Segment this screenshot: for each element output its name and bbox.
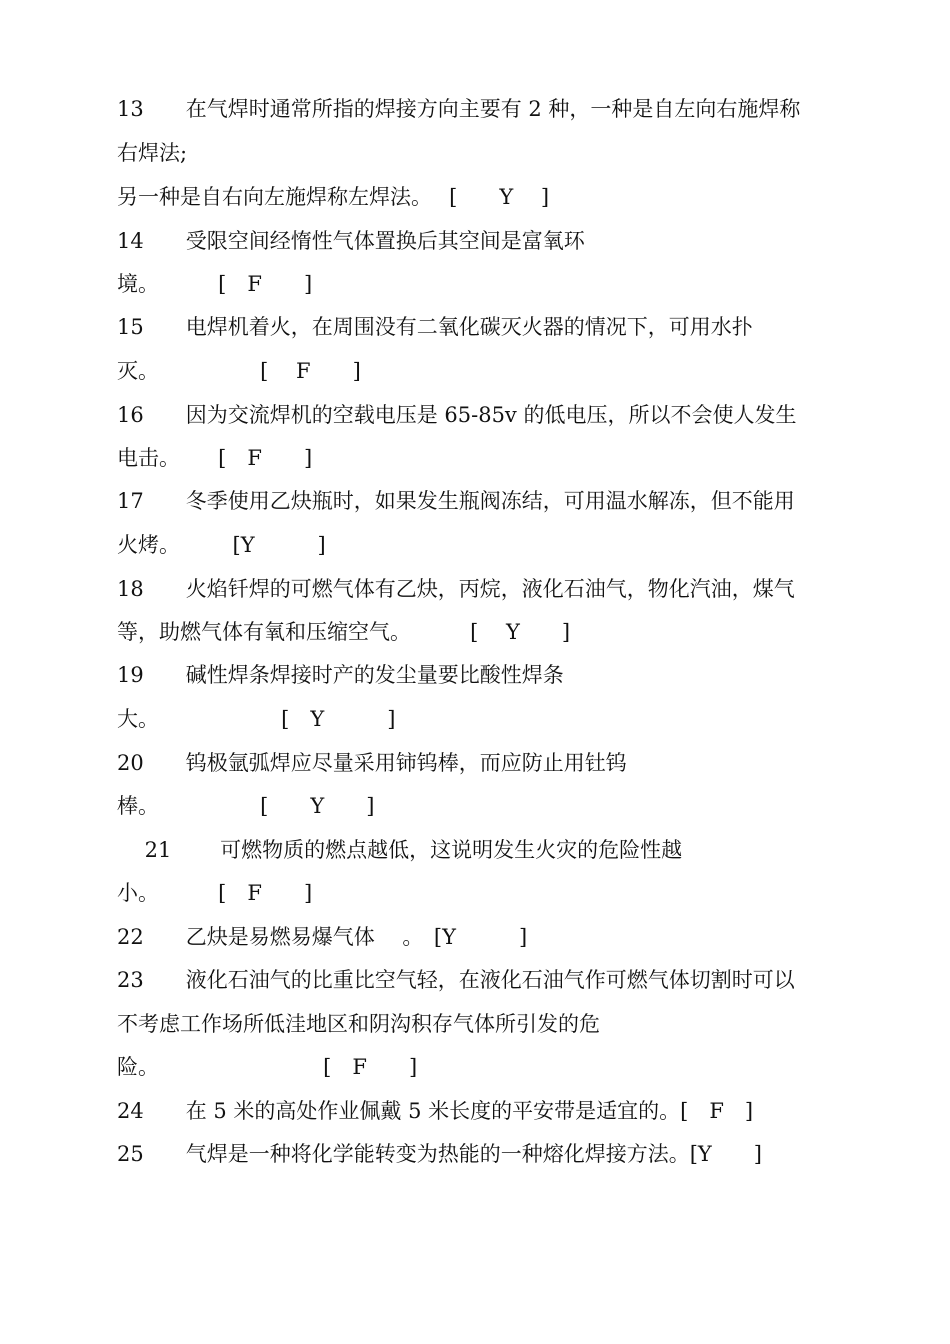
question-13-line-3: 另一种是自右向左施焊称左焊法。 [ Y ] bbox=[117, 185, 550, 209]
question-15-line-2: 灭。 [ F ] bbox=[117, 359, 361, 383]
question-22-line-1: 22 乙炔是易燃易爆气体 。 [Y ] bbox=[117, 925, 528, 949]
question-23-line-1: 23 液化石油气的比重比空气轻，在液化石油气作可燃气体切割时可以 bbox=[117, 968, 795, 992]
question-18-line-2: 等，助燃气体有氧和压缩空气。 [ Y ] bbox=[117, 620, 571, 644]
question-19-line-2: 大。 [ Y ] bbox=[117, 707, 396, 731]
question-14-line-2: 境。 [ F ] bbox=[117, 272, 313, 296]
question-25-line-1: 25 气焊是一种将化学能转变为热能的一种熔化焊接方法。[Y ] bbox=[117, 1142, 762, 1166]
question-21-line-2: 小。 [ F ] bbox=[117, 881, 313, 905]
question-24-line-1: 24 在 5 米的高处作业佩戴 5 米长度的平安带是适宜的。[ F ] bbox=[117, 1099, 754, 1123]
question-17-line-1: 17 冬季使用乙炔瓶时，如果发生瓶阀冻结，可用温水解冻，但不能用 bbox=[117, 489, 795, 513]
question-17-line-2: 火烤。 [Y ] bbox=[117, 533, 326, 557]
question-20-line-1: 20 钨极氩弧焊应尽量采用铈钨棒，而应防止用钍钨 bbox=[117, 751, 627, 775]
question-18-line-1: 18 火焰钎焊的可燃气体有乙炔，丙烷，液化石油气，物化汽油，煤气 bbox=[117, 577, 795, 601]
question-16-line-1: 16 因为交流焊机的空载电压是 65-85v 的低电压，所以不会使人发生 bbox=[117, 403, 797, 427]
question-23-line-3: 险。 [ F ] bbox=[117, 1055, 418, 1079]
question-16-line-2: 电击。 [ F ] bbox=[117, 446, 313, 470]
question-14-line-1: 14 受限空间经惰性气体置换后其空间是富氧环 bbox=[117, 229, 585, 253]
question-13-line-2: 右焊法; bbox=[117, 141, 188, 165]
question-21-line-1: 21 可燃物质的燃点越低，这说明发生火灾的危险性越 bbox=[117, 838, 683, 862]
question-13-line-1: 13 在气焊时通常所指的焊接方向主要有 2 种，一种是自左向右施焊称 bbox=[117, 97, 801, 121]
question-20-line-2: 棒。 [ Y ] bbox=[117, 794, 375, 818]
question-15-line-1: 15 电焊机着火，在周围没有二氧化碳灭火器的情况下，可用水扑 bbox=[117, 315, 753, 339]
question-19-line-1: 19 碱性焊条焊接时产的发尘量要比酸性焊条 bbox=[117, 663, 564, 687]
question-23-line-2: 不考虑工作场所低洼地区和阴沟积存气体所引发的危 bbox=[117, 1012, 600, 1036]
